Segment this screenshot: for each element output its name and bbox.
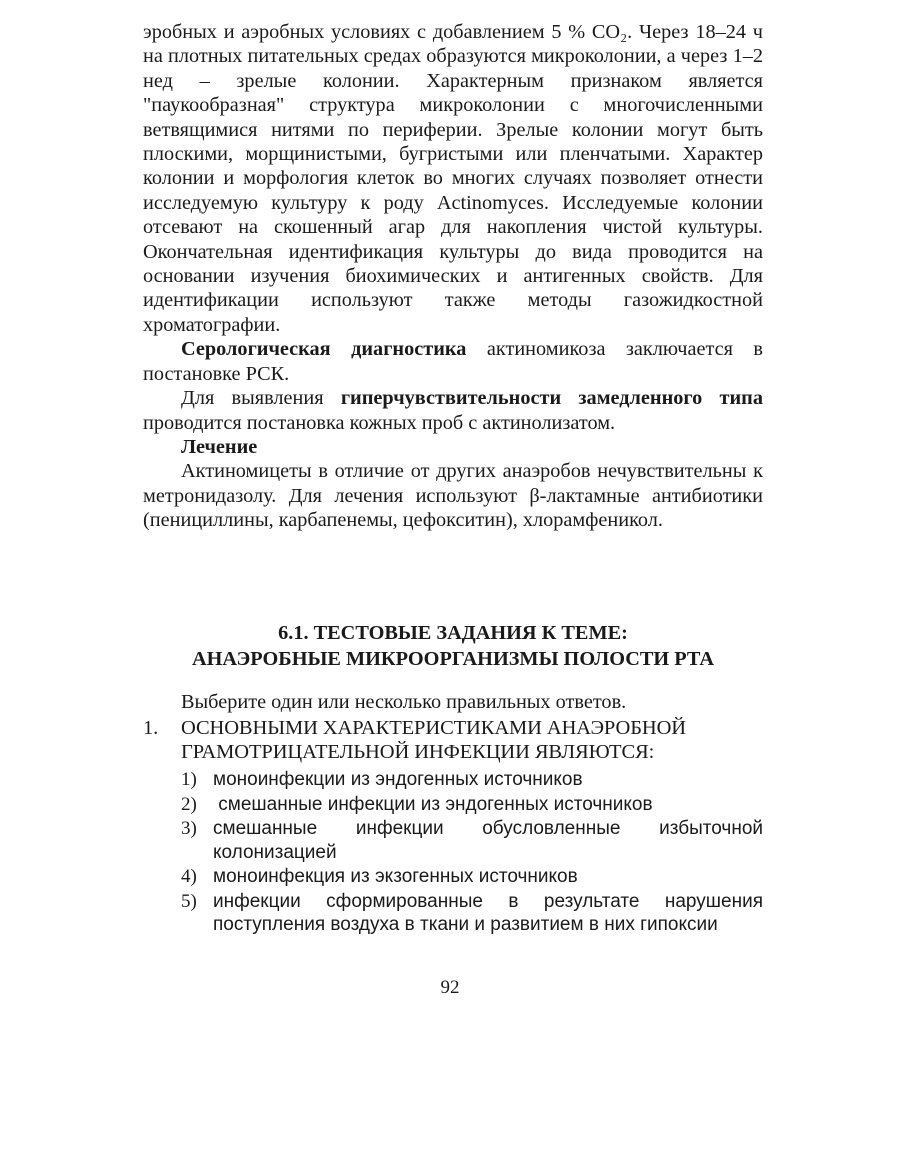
- page-number: 92: [440, 977, 460, 998]
- quiz-block: [143, 690, 763, 938]
- answer-option-5: [181, 890, 763, 937]
- section-title: [143, 620, 763, 672]
- answer-option-2: [181, 793, 763, 817]
- answer-option-3: [181, 817, 763, 864]
- section-title-line2: АНАЭРОБНЫЕ МИКРООРГАНИЗМЫ ПОЛОСТИ РТА: [191, 648, 715, 670]
- question-text: ОСНОВНЫМИ ХАРАКТЕРИСТИКАМИ АНАЭРОБНОЙ ГРАМОТРИЦАТЕЛЬНОЙ ИНФЕКЦИИ ЯВЛЯЮТСЯ:: [181, 717, 686, 764]
- option-number: 1): [181, 769, 197, 791]
- option-text: смешанные инфекции обусловленные избыточной колонизацией: [213, 818, 763, 863]
- answer-option-4: [181, 865, 763, 889]
- question-1: [143, 716, 763, 764]
- option-number: 5): [181, 890, 197, 912]
- answer-option-1: [181, 768, 763, 792]
- option-text: смешанные инфекции из эндогенных источников: [213, 793, 653, 815]
- option-text: инфекции сформированные в результате нарушения поступления воздуха в ткани и развитием в них гипоксии: [213, 890, 763, 936]
- hypersens-term: гиперчувствительности замедленного типа: [340, 387, 763, 410]
- option-text: моноинфекции из эндогенных источников: [213, 769, 583, 791]
- hypersens-text: проводится постановка кожных проб с актинолизатом.: [143, 411, 616, 434]
- option-text: моноинфекция из экзогенных источников: [213, 866, 578, 888]
- answer-options: [143, 768, 763, 937]
- serology-term: Серологическая диагностика: [181, 338, 467, 361]
- serology-text: актиномикоза заключается в постановке РСК.: [143, 338, 763, 385]
- paragraph-hypersensitivity: [143, 386, 763, 435]
- section-title-line1: 6.1. ТЕСТОВЫЕ ЗАДАНИЯ К ТЕМЕ:: [278, 622, 628, 644]
- quiz-instruction: Выберите один или несколько правильных ответов.: [181, 691, 627, 713]
- paragraph-treatment: Актиномицеты в отличие от других анаэробов нечувствительны к метронидазолу. Для лечения используют β-лактамные антибиотики (пенициллины, карбапенемы, цефокситин), хлорамфеникол.: [143, 460, 763, 532]
- paragraph-cultivation: эробных и аэробных условиях с добавлением 5 % CO₂. Через 18–24 ч на плотных питательных средах образуются микроколонии, а через 1–2 нед – зрелые колонии. Характерным признаком является "паукообразная" структура микроколонии с многочисленными ветвящимися нитями по периферии. Зрелые колонии могут быть плоскими, морщинистыми, бугристыми или пленчатыми. Характер колонии и морфология клеток во многих случаях позволяет отнести исследуемую культуру к роду Actinomyces. Исследуемые колонии отсевают на скошенный агар для накопления чистой культуры. Окончательная идентификация культуры до вида проводится на основании изучения биохимических и антигенных свойств. Для идентификации используют также методы газожидкостной хроматографии.: [143, 21, 763, 336]
- hypersens-lead: Для выявления: [181, 387, 341, 410]
- option-number: 2): [181, 793, 197, 815]
- question-number: 1.: [143, 717, 159, 740]
- treatment-heading: Лечение: [181, 435, 258, 458]
- option-number: 4): [181, 866, 197, 888]
- option-number: 3): [181, 818, 197, 840]
- intro-text: [143, 20, 763, 533]
- paragraph-serology: [143, 337, 763, 386]
